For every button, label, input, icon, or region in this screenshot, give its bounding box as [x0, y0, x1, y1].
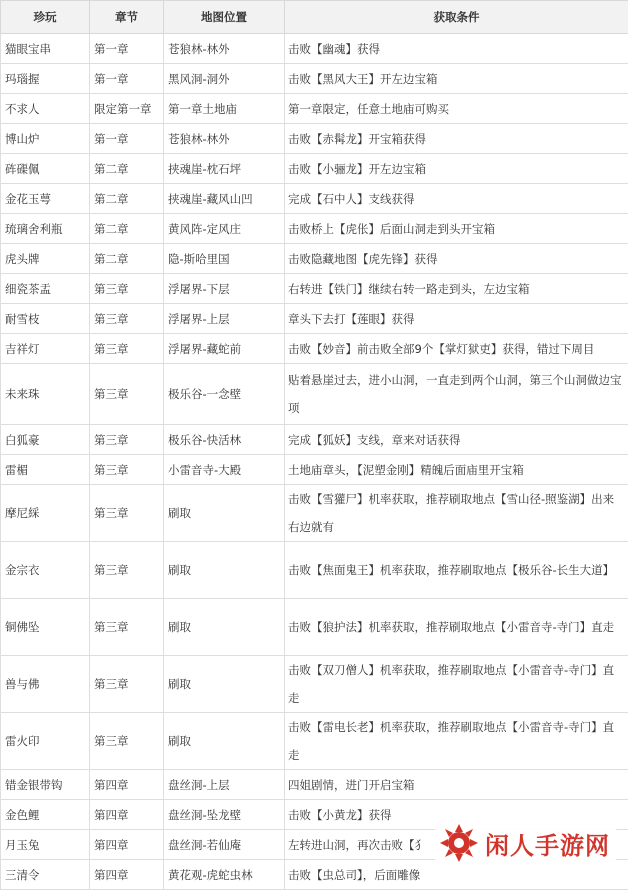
- location-cell: 极乐谷-一念壁: [164, 364, 285, 425]
- table-row: [1, 425, 628, 455]
- condition-cell: 击败【双刀僧人】机率获取，推荐刷取地点【小雷音寺-寺门】直走: [285, 656, 628, 713]
- header-item: 珍玩: [1, 1, 90, 34]
- location-cell: 第一章土地庙: [164, 94, 285, 124]
- location-cell: 苍狼林-林外: [164, 124, 285, 154]
- condition-cell: 第一章限定，任意土地庙可购买: [285, 94, 628, 124]
- item-name-cell: 金色鲤: [1, 800, 90, 830]
- item-name-cell: 雷楣: [1, 455, 90, 485]
- table-row: [1, 154, 628, 184]
- table-row: [1, 244, 628, 274]
- item-name-cell: 砗磲佩: [1, 154, 90, 184]
- table-row: [1, 656, 628, 713]
- item-name-cell: 博山炉: [1, 124, 90, 154]
- location-cell: 小雷音寺-大殿: [164, 455, 285, 485]
- table-row: [1, 94, 628, 124]
- location-cell: 苍狼林-林外: [164, 34, 285, 64]
- watermark-text: 闲人手游网: [485, 826, 610, 861]
- item-name-cell: 铜佛坠: [1, 599, 90, 656]
- location-cell: 隐-斯哈里国: [164, 244, 285, 274]
- chapter-cell: 第一章: [90, 34, 164, 64]
- chapter-cell: 第二章: [90, 214, 164, 244]
- condition-cell: 左转进山洞，再次击败【犭: [285, 830, 628, 860]
- chapter-cell: 第一章: [90, 64, 164, 94]
- site-logo-icon: [439, 823, 479, 863]
- condition-cell: 贴着悬崖过去，进小山洞，一直走到两个山洞，第三个山洞做边宝项: [285, 364, 628, 425]
- item-name-cell: 错金银带钩: [1, 770, 90, 800]
- location-cell: 刷取: [164, 542, 285, 599]
- condition-cell: 完成【狐妖】支线，章来对话获得: [285, 425, 628, 455]
- item-name-cell: 雷火印: [1, 713, 90, 770]
- table-row: [1, 713, 628, 770]
- condition-cell: 击败【狼护法】机率获取，推荐刷取地点【小雷音寺-寺门】直走: [285, 599, 628, 656]
- condition-cell: 击败桥上【虎伥】后面山洞走到头开宝箱: [285, 214, 628, 244]
- condition-cell: 击败【小骊龙】开左边宝箱: [285, 154, 628, 184]
- table-row: [1, 304, 628, 334]
- site-watermark: [435, 821, 616, 865]
- chapter-cell: 第三章: [90, 455, 164, 485]
- item-name-cell: 猫眼宝串: [1, 34, 90, 64]
- location-cell: 盘丝洞-若仙庵: [164, 830, 285, 860]
- chapter-cell: 第二章: [90, 184, 164, 214]
- condition-cell: 完成【石中人】支线获得: [285, 184, 628, 214]
- condition-cell: 章头下去打【莲眼】获得: [285, 304, 628, 334]
- item-name-cell: 未来珠: [1, 364, 90, 425]
- condition-cell: 击败隐藏地图【虎先锋】获得: [285, 244, 628, 274]
- location-cell: 挟魂崖-藏风山凹: [164, 184, 285, 214]
- item-name-cell: 金花玉萼: [1, 184, 90, 214]
- table-row: [1, 542, 628, 599]
- table-body: [1, 34, 628, 890]
- chapter-cell: 第三章: [90, 274, 164, 304]
- table-row: [1, 770, 628, 800]
- chapter-cell: 第二章: [90, 244, 164, 274]
- condition-cell: 击败【黑风大王】开左边宝箱: [285, 64, 628, 94]
- condition-cell: 土地庙章头，【泥塑金刚】精魄后面庙里开宝箱: [285, 455, 628, 485]
- location-cell: 浮屠界-藏蛇前: [164, 334, 285, 364]
- table-row: [1, 214, 628, 244]
- chapter-cell: 第一章: [90, 124, 164, 154]
- item-name-cell: 不求人: [1, 94, 90, 124]
- chapter-cell: 第三章: [90, 334, 164, 364]
- chapter-cell: 第三章: [90, 425, 164, 455]
- chapter-cell: 限定第一章: [90, 94, 164, 124]
- chapter-cell: 第三章: [90, 364, 164, 425]
- condition-cell: 右转进【铁门】继续右转一路走到头，左边宝箱: [285, 274, 628, 304]
- chapter-cell: 第三章: [90, 542, 164, 599]
- chapter-cell: 第三章: [90, 599, 164, 656]
- item-name-cell: 三清令: [1, 860, 90, 890]
- location-cell: 盘丝洞-上层: [164, 770, 285, 800]
- chapter-cell: 第二章: [90, 154, 164, 184]
- item-name-cell: 月玉兔: [1, 830, 90, 860]
- item-name-cell: 兽与佛: [1, 656, 90, 713]
- location-cell: 极乐谷-快活林: [164, 425, 285, 455]
- location-cell: 刷取: [164, 485, 285, 542]
- table-row: [1, 599, 628, 656]
- item-name-cell: 琉璃舍利瓶: [1, 214, 90, 244]
- table-row: [1, 34, 628, 64]
- item-name-cell: 细瓷茶盂: [1, 274, 90, 304]
- location-cell: 黑风洞-洞外: [164, 64, 285, 94]
- condition-cell: 击败【幽魂】获得: [285, 34, 628, 64]
- condition-cell: 击败【雪獾尸】机率获取，推荐刷取地点【雪山径-照鉴湖】出来右边就有: [285, 485, 628, 542]
- table-row: [1, 124, 628, 154]
- location-cell: 刷取: [164, 656, 285, 713]
- item-name-cell: 白狐豪: [1, 425, 90, 455]
- table-row: [1, 274, 628, 304]
- location-cell: 刷取: [164, 713, 285, 770]
- location-cell: 黄花观-虎蛇虫林: [164, 860, 285, 890]
- item-name-cell: 虎头牌: [1, 244, 90, 274]
- table-row: [1, 485, 628, 542]
- table-header-row: [1, 1, 628, 34]
- chapter-cell: 第三章: [90, 485, 164, 542]
- item-name-cell: 耐雪枝: [1, 304, 90, 334]
- chapter-cell: 第三章: [90, 713, 164, 770]
- location-cell: 黄风阵-定风庄: [164, 214, 285, 244]
- table-row: [1, 64, 628, 94]
- location-cell: 盘丝洞-坠龙壁: [164, 800, 285, 830]
- header-condition: 获取条件: [285, 1, 628, 34]
- location-cell: 浮屠界-下层: [164, 274, 285, 304]
- chapter-cell: 第四章: [90, 800, 164, 830]
- condition-cell: 击败【小黄龙】获得: [285, 800, 628, 830]
- chapter-cell: 第四章: [90, 860, 164, 890]
- location-cell: 挟魂崖-枕石坪: [164, 154, 285, 184]
- chapter-cell: 第四章: [90, 830, 164, 860]
- item-name-cell: 吉祥灯: [1, 334, 90, 364]
- condition-cell: 击败【焦面鬼王】机率获取，推荐刷取地点【极乐谷-长生大道】: [285, 542, 628, 599]
- condition-cell: 击败【虫总司】，后面雕像: [285, 860, 628, 890]
- location-cell: 刷取: [164, 599, 285, 656]
- table-row: [1, 455, 628, 485]
- chapter-cell: 第三章: [90, 656, 164, 713]
- table-row: [1, 364, 628, 425]
- table-row: [1, 334, 628, 364]
- location-cell: 浮屠界-上层: [164, 304, 285, 334]
- table-row: [1, 184, 628, 214]
- header-chapter: 章节: [90, 1, 164, 34]
- condition-cell: 击败【赤髯龙】开宝箱获得: [285, 124, 628, 154]
- item-name-cell: 摩尼綵: [1, 485, 90, 542]
- item-name-cell: 金宗衣: [1, 542, 90, 599]
- item-name-cell: 玛瑙握: [1, 64, 90, 94]
- condition-cell: 四姐剧情，进门开启宝箱: [285, 770, 628, 800]
- chapter-cell: 第三章: [90, 304, 164, 334]
- condition-cell: 击败【雷电长老】机率获取，推荐刷取地点【小雷音寺-寺门】直走: [285, 713, 628, 770]
- condition-cell: 击败【妙音】前击败全部9个【掌灯狱吏】获得，错过下周目: [285, 334, 628, 364]
- chapter-cell: 第四章: [90, 770, 164, 800]
- header-location: 地图位置: [164, 1, 285, 34]
